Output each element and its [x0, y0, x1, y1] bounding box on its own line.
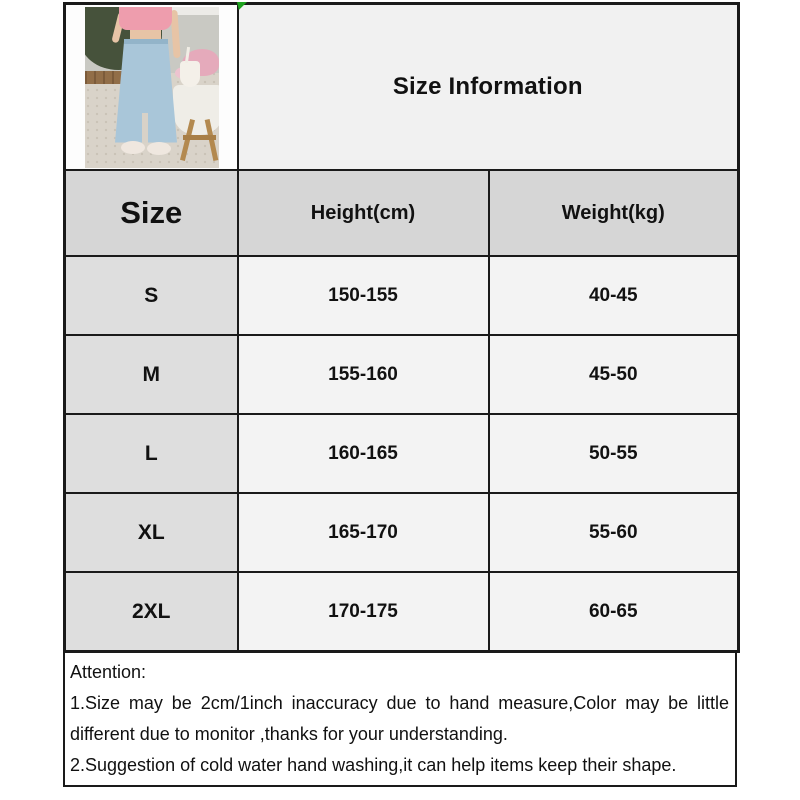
- garden-table: [173, 85, 219, 135]
- attention-box: [63, 653, 737, 787]
- size-label: M: [65, 335, 238, 414]
- size-label: 2XL: [65, 572, 238, 652]
- media-title-row: [65, 4, 739, 171]
- size-table: [63, 2, 740, 653]
- size-chart-container: [63, 2, 737, 787]
- product-photo-cell: [65, 4, 238, 171]
- weight-range: 45-50: [489, 335, 739, 414]
- jeans-leg-gap: [142, 113, 148, 143]
- weight-range: 40-45: [489, 256, 739, 335]
- column-header-row: [65, 170, 739, 256]
- column-header-size: Size: [65, 170, 238, 256]
- attention-note: 1.Size may be 2cm/1inch inaccuracy due to hand measure,Color may be little different due to monitor ,thanks for your understanding.: [70, 693, 729, 744]
- table-row: [65, 493, 739, 572]
- attention-heading: Attention:: [70, 662, 147, 682]
- height-range: 155-160: [238, 335, 489, 414]
- weight-range: 60-65: [489, 572, 739, 652]
- table-row: [65, 572, 739, 652]
- model-shoe-right: [147, 142, 171, 155]
- height-range: 165-170: [238, 493, 489, 572]
- product-photo: [85, 7, 219, 168]
- weight-range: 50-55: [489, 414, 739, 493]
- height-range: 170-175: [238, 572, 489, 652]
- height-range: 160-165: [238, 414, 489, 493]
- model-shoe-left: [121, 141, 145, 154]
- jeans-waistband: [124, 39, 168, 44]
- table-row: [65, 256, 739, 335]
- weight-range: 55-60: [489, 493, 739, 572]
- model-pink-top: [119, 7, 172, 30]
- white-handbag: [180, 61, 200, 87]
- column-header-weight: Weight(kg): [489, 170, 739, 256]
- table-row: [65, 414, 739, 493]
- size-label: S: [65, 256, 238, 335]
- column-header-height: Height(cm): [238, 170, 489, 256]
- size-label: L: [65, 414, 238, 493]
- table-row: [65, 335, 739, 414]
- height-range: 150-155: [238, 256, 489, 335]
- attention-note: 2.Suggestion of cold water hand washing,it can help items keep their shape.: [70, 755, 677, 775]
- page-title: Size Information: [238, 4, 739, 171]
- stool-bar: [183, 135, 216, 140]
- size-label: XL: [65, 493, 238, 572]
